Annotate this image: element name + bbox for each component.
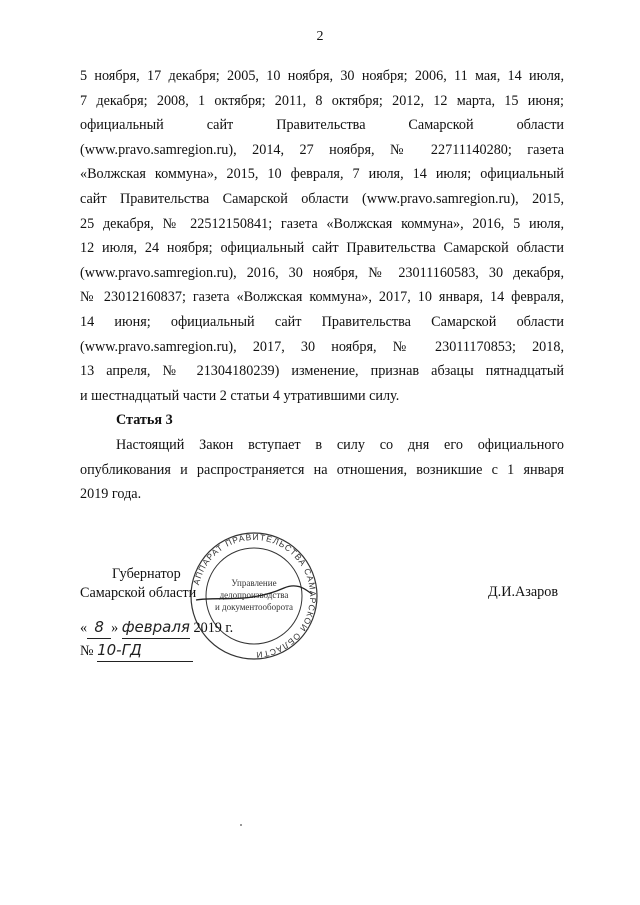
body-line: и шестнадцатый части 2 статьи 4 утратившими силу.: [80, 387, 400, 404]
body-line: (www.pravo.samregion.ru), 2014, 27 ноября, № 22711140280; газета: [80, 141, 564, 158]
number-label: №: [80, 643, 94, 659]
law-number-value: 10-ГД: [97, 639, 193, 662]
signatory-title-line: Самарской области: [80, 585, 197, 601]
body-line: 7 декабря; 2008, 1 октября; 2011, 8 октября; 2012, 12 марта, 15 июня;: [80, 92, 564, 109]
article-line: Настоящий Закон вступает в силу со дня его официального: [116, 436, 564, 453]
date-block: [80, 616, 233, 662]
body-line: 14 июня; официальный сайт Правительства Самарской области: [80, 313, 564, 330]
body-line: (www.pravo.samregion.ru), 2016, 30 ноября, № 23011160583, 30 декабря,: [80, 264, 564, 281]
article-heading: Статья 3: [116, 412, 173, 429]
date-month: февраля: [122, 616, 190, 639]
law-number: [80, 639, 233, 662]
body-line: 5 ноября, 17 декабря; 2005, 10 ноября, 30 ноября; 2006, 11 мая, 14 июля,: [80, 68, 564, 84]
date-year: 2019 г.: [193, 620, 234, 636]
article-line: опубликования и распространяется на отношения, возникшие с 1 января: [80, 461, 564, 478]
body-line: сайт Правительства Самарской области (www.pravo.samregion.ru), 2015,: [80, 190, 564, 207]
scan-speck: [240, 824, 242, 826]
body-line: официальный сайт Правительства Самарской области: [80, 117, 564, 134]
body-line: 13 апреля, № 21304180239) изменение, признав абзацы пятнадцатый: [80, 363, 564, 380]
seal-inner-text: и документооборота: [214, 602, 294, 612]
quote-mark: «: [80, 620, 88, 636]
date-day: 8: [87, 616, 111, 639]
body-line: 12 июля, 24 ноября; официальный сайт Правительства Самарской области: [80, 240, 564, 257]
body-line: (www.pravo.samregion.ru), 2017, 30 ноября, № 23011170853; 2018,: [80, 338, 564, 355]
body-line: № 23012160837; газета «Волжская коммуна», 2017, 10 января, 14 февраля,: [80, 289, 564, 306]
signing-date: [80, 616, 233, 639]
page-number: 2: [316, 29, 324, 44]
quote-mark: »: [111, 620, 119, 636]
body-line: 25 декабря, № 22512150841; газета «Волжская коммуна», 2016, 5 июля,: [80, 215, 564, 232]
seal-inner-text: Управление: [231, 578, 277, 588]
signatory-title-line: Губернатор: [112, 566, 181, 582]
signatory-title: [80, 565, 196, 603]
seal-outer-text: АППАРАТ ПРАВИТЕЛЬСТВА САМАРСКОЙ ОБЛАСТИ: [191, 531, 319, 661]
seal-inner-text: делопроизводства: [219, 590, 289, 600]
document-body: [80, 64, 564, 507]
article-line: 2019 года.: [80, 486, 142, 503]
signatory-name: Д.И.Азаров: [488, 584, 559, 600]
body-line: «Волжская коммуна», 2015, 10 февраля, 7 июля, 14 июля; официальный: [80, 166, 564, 183]
